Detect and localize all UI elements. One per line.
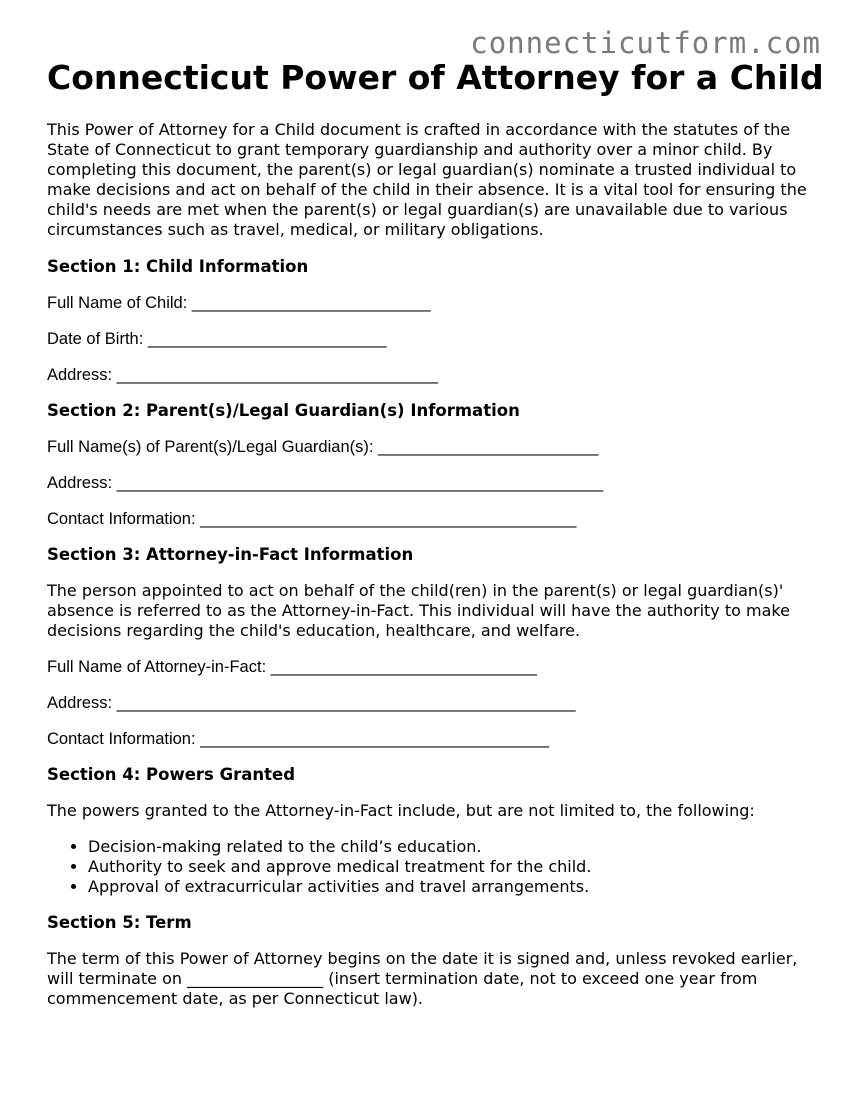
document-page [47, 58, 827, 1025]
attorney-full-name-field[interactable] [47, 657, 827, 677]
section-1-heading: Section 1: Child Information [47, 257, 309, 276]
blank-line[interactable]: __________________________________________________ [116, 694, 576, 712]
section-2-heading: Section 2: Parent(s)/Legal Guardian(s) Information [47, 401, 520, 420]
powers-list [47, 837, 827, 897]
child-address-field[interactable] [47, 365, 827, 385]
blank-line[interactable]: ___________________________________ [116, 366, 438, 384]
blank-line[interactable]: _____________________________ [270, 658, 537, 676]
field-label: Full Name of Attorney-in-Fact: [47, 658, 267, 676]
blank-line[interactable]: __________________________ [147, 330, 387, 348]
blank-line[interactable]: _________________________________________ [200, 510, 577, 528]
field-label: Address: [47, 366, 113, 384]
blank-line[interactable]: __________________________ [191, 294, 431, 312]
parent-contact-field[interactable] [47, 509, 827, 529]
section-5-heading: Section 5: Term [47, 913, 192, 932]
field-label: Full Name of Child: [47, 294, 188, 312]
list-item: • Authority to seek and approve medical treatment for the child. [88, 857, 827, 877]
section-3-heading: Section 3: Attorney-in-Fact Information [47, 545, 414, 564]
watermark: connecticutform.com [470, 26, 821, 60]
list-item: • Approval of extracurricular activities and travel arrangements. [88, 877, 827, 897]
page-title: Connecticut Power of Attorney for a Child [47, 58, 824, 97]
section-4-paragraph: The powers granted to the Attorney-in-Fact include, but are not limited to, the following: [47, 801, 755, 820]
section-5-paragraph: The term of this Power of Attorney begins on the date it is signed and, unless revoked earlier, will terminate on _________________ (insert termination date, not to exceed one year from commencement date, as per Connecticut law). [47, 949, 798, 1008]
parent-address-field[interactable] [47, 473, 827, 493]
blank-line[interactable]: _____________________________________________________ [116, 474, 604, 492]
child-date-of-birth-field[interactable] [47, 329, 827, 349]
field-label: Date of Birth: [47, 330, 144, 348]
attorney-contact-field[interactable] [47, 729, 827, 749]
field-label: Contact Information: [47, 510, 196, 528]
blank-line[interactable]: ________________________ [378, 438, 599, 456]
blank-line[interactable]: ______________________________________ [200, 730, 549, 748]
section-3-paragraph: The person appointed to act on behalf of the child(ren) in the parent(s) or legal guardian(s)' absence is referred to as the Attorney-in-Fact. This individual will have the authority to make decisions regarding the child's education, healthcare, and welfare. [47, 581, 790, 640]
field-label: Address: [47, 474, 113, 492]
child-full-name-field[interactable] [47, 293, 827, 313]
attorney-address-field[interactable] [47, 693, 827, 713]
list-item: • Decision-making related to the child’s education. [88, 837, 827, 857]
field-label: Contact Information: [47, 730, 196, 748]
section-4-heading: Section 4: Powers Granted [47, 765, 296, 784]
parent-full-names-field[interactable] [47, 437, 827, 457]
field-label: Full Name(s) of Parent(s)/Legal Guardian(s): [47, 438, 374, 456]
intro-paragraph: This Power of Attorney for a Child document is crafted in accordance with the statutes of the State of Connecticut to grant temporary guardianship and authority over a minor child. By completing this document, the parent(s) or legal guardian(s) nominate a trusted individual to make decisions and act on behalf of the child in their absence. It is a vital tool for ensuring the child's needs are met when the parent(s) or legal guardian(s) are unavailable due to various circumstances such as travel, medical, or military obligations. [47, 120, 807, 239]
field-label: Address: [47, 694, 113, 712]
